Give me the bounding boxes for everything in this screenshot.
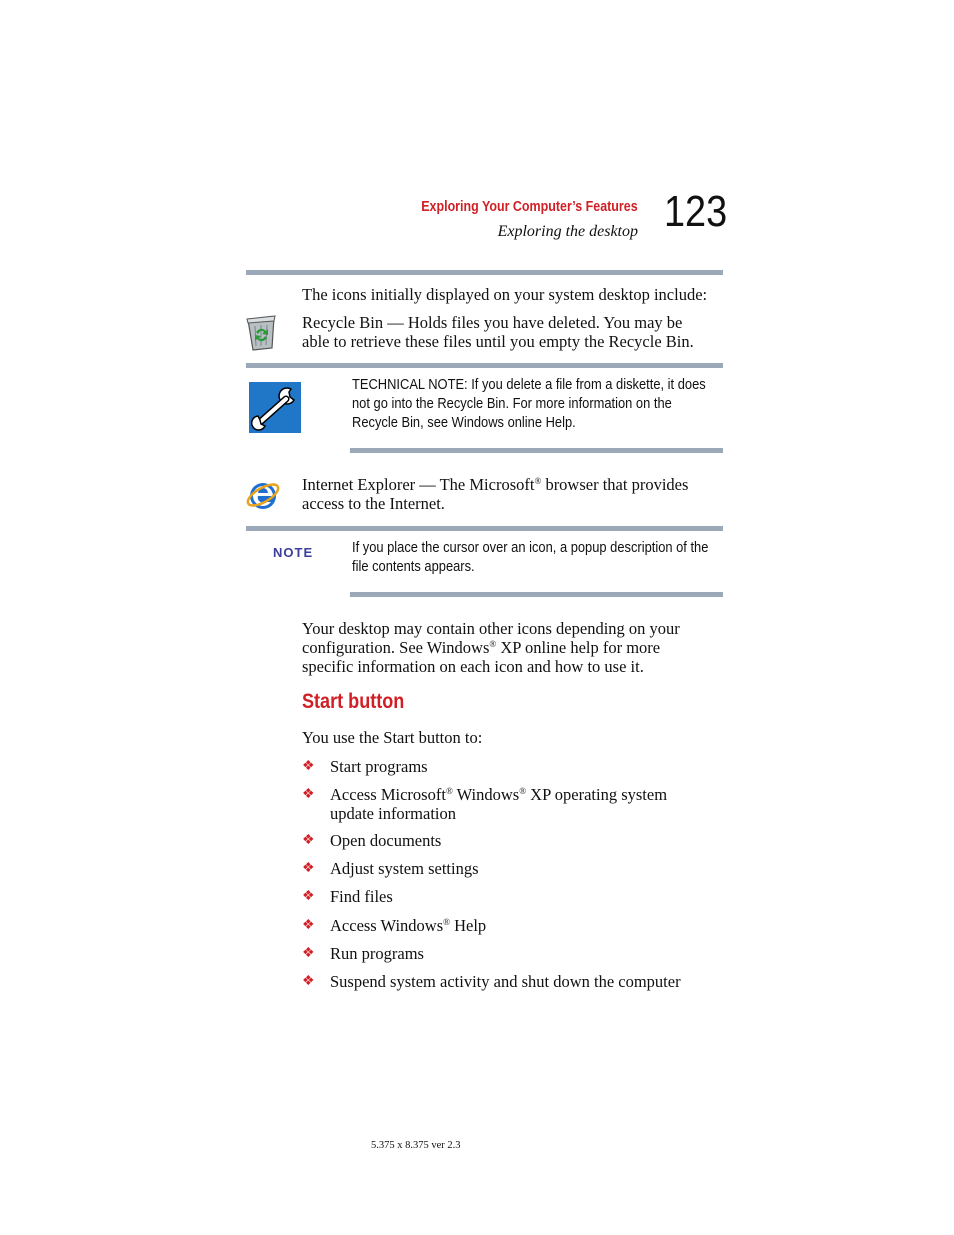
bullet-icon: ❖ [302, 889, 315, 904]
bullet-icon: ❖ [302, 974, 315, 989]
technical-note [352, 375, 722, 432]
start-button-heading: Start button [302, 690, 405, 713]
bullet-icon: ❖ [302, 861, 315, 876]
wrench-icon [249, 382, 301, 433]
page-number: 123 [664, 187, 728, 236]
tech-note-bottom-rule [350, 448, 723, 453]
bullet-icon: ❖ [302, 918, 315, 933]
start-button-intro: You use the Start button to: [302, 728, 483, 747]
bullet-icon: ❖ [302, 946, 315, 961]
list-item: Access Microsoft® Windows® XP operating system update information [330, 785, 668, 823]
bullet-icon: ❖ [302, 787, 315, 802]
list-item: Open documents [330, 831, 442, 850]
technical-note-line3: Recycle Bin, see Windows online Help. [352, 414, 576, 431]
note-label: NOTE [273, 545, 314, 560]
desktop-line3: specific information on each icon and how to use it. [302, 657, 644, 676]
note-line2: file contents appears. [352, 558, 475, 575]
technical-note-line2: not go into the Recycle Bin. For more information on the [352, 395, 672, 412]
ie-line2: access to the Internet. [302, 494, 445, 513]
bullet-icon: ❖ [302, 759, 315, 774]
intro-text: The icons initially displayed on your system desktop include: [302, 285, 708, 304]
internet-explorer-text [302, 475, 688, 513]
note-line1: If you place the cursor over an icon, a popup description of the [352, 539, 709, 556]
page-footer: 5.375 x 8.375 ver 2.3 [371, 1140, 461, 1151]
internet-explorer-icon [245, 477, 281, 513]
desktop-paragraph [302, 619, 680, 676]
section-title: Exploring the desktop [497, 223, 638, 240]
desktop-line1: Your desktop may contain other icons depending on your [302, 619, 680, 638]
top-rule [246, 270, 723, 275]
recycle-bin-icon [243, 312, 281, 352]
chapter-title: Exploring Your Computer’s Features [421, 199, 638, 215]
list-item: Adjust system settings [330, 859, 479, 878]
list-item: Find files [330, 887, 393, 906]
list-item: Suspend system activity and shut down the computer [330, 972, 681, 991]
note-text [352, 538, 722, 576]
technical-note-line1: TECHNICAL NOTE: If you delete a file from a diskette, it does [352, 376, 706, 393]
recycle-bin-text [302, 313, 694, 351]
note-top-rule [246, 526, 723, 531]
recycle-bin-line1: Recycle Bin — Holds files you have deleted. You may be [302, 313, 683, 332]
ie-line1: Internet Explorer — The Microsoft® browser that provides [302, 475, 689, 494]
list-item: Start programs [330, 757, 428, 776]
bullet-icon: ❖ [302, 833, 315, 848]
note-bottom-rule [350, 592, 723, 597]
list-item: Access Windows® Help [330, 916, 487, 935]
list-item: Run programs [330, 944, 424, 963]
desktop-line2: configuration. See Windows® XP online help for more [302, 638, 661, 657]
tech-note-top-rule [246, 363, 723, 368]
recycle-bin-line2: able to retrieve these files until you empty the Recycle Bin. [302, 332, 694, 351]
